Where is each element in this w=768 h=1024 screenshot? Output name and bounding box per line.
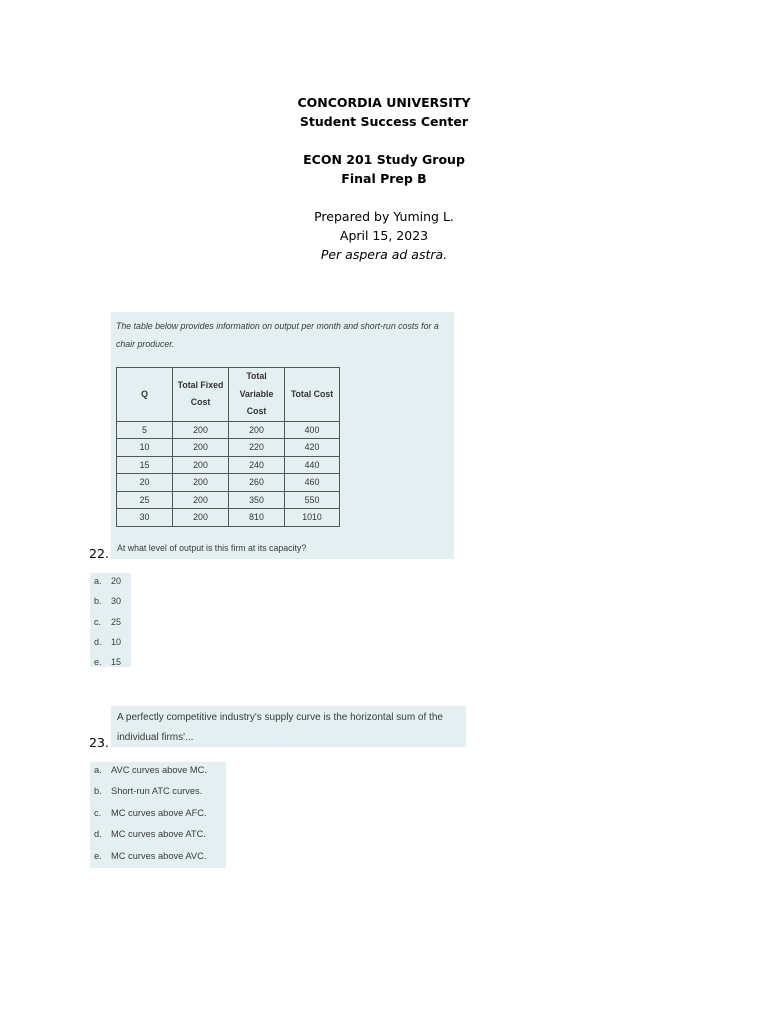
table-cell: 220 (229, 439, 285, 457)
option-letter: d. (94, 636, 102, 647)
table-body (117, 421, 340, 526)
table-cell: 200 (173, 421, 229, 439)
table-cell: 200 (173, 474, 229, 492)
table-cell: 460 (285, 474, 340, 492)
option-text: AVC curves above MC. (111, 765, 207, 775)
table-row (117, 474, 340, 492)
answer-option[interactable] (94, 829, 206, 839)
answer-option[interactable] (94, 596, 121, 606)
table-cell: 30 (117, 509, 173, 527)
document-date: April 15, 2023 (339, 228, 429, 243)
question-23-panel (111, 706, 466, 747)
option-text: MC curves above AVC. (111, 850, 207, 861)
option-letter: d. (94, 829, 102, 840)
course-name: ECON 201 Study Group (303, 152, 465, 167)
table-cell: 200 (229, 421, 285, 439)
question-23-text: A perfectly competitive industry's supply curve is the horizontal sum of the individual firms'... (117, 712, 443, 743)
option-letter: b. (94, 596, 102, 607)
column-header-q: Q (117, 368, 173, 422)
table-row (117, 439, 340, 457)
table-cell: 550 (285, 491, 340, 509)
option-text: 20 (111, 576, 122, 586)
question-23-options (90, 762, 226, 868)
option-letter: c. (94, 807, 102, 818)
answer-option[interactable] (94, 786, 202, 796)
table-cell: 5 (117, 421, 173, 439)
option-text: MC curves above AFC. (111, 807, 207, 818)
question-22-intro: The table below provides information on output per month and short-run costs for a chair producer. (116, 321, 439, 349)
prepared-by: Prepared by Yuming L. (314, 209, 454, 224)
question-23-number: 23. (89, 735, 109, 750)
table-cell: 400 (285, 421, 340, 439)
table-cell: 350 (229, 491, 285, 509)
table-cell: 200 (173, 456, 229, 474)
university-name: CONCORDIA UNIVERSITY (297, 95, 471, 110)
table-cell: 20 (117, 474, 173, 492)
table-row (117, 456, 340, 474)
table-cell: 15 (117, 456, 173, 474)
table-cell: 240 (229, 456, 285, 474)
column-header-total-cost: Total Cost (285, 368, 340, 422)
answer-option[interactable] (94, 765, 207, 775)
option-letter: c. (94, 616, 102, 627)
question-22-number: 22. (89, 546, 109, 561)
cost-table (116, 367, 340, 527)
table-cell: 260 (229, 474, 285, 492)
table-row (117, 491, 340, 509)
option-text: Short-run ATC curves. (111, 786, 203, 797)
table-row (117, 509, 340, 527)
answer-option[interactable] (94, 851, 206, 861)
table-header-row (117, 368, 340, 422)
column-header-total-variable-cost: Total Variable Cost (229, 368, 285, 422)
question-22-panel (111, 312, 454, 559)
question-22-text: At what level of output is this firm at its capacity? (117, 543, 307, 553)
motto: Per aspera ad astra. (320, 247, 448, 262)
question-22-options (90, 573, 131, 667)
table-cell: 200 (173, 509, 229, 527)
answer-option[interactable] (94, 808, 207, 818)
table-cell: 440 (285, 456, 340, 474)
table-cell: 420 (285, 439, 340, 457)
option-text: 10 (111, 636, 122, 647)
table-cell: 10 (117, 439, 173, 457)
answer-option[interactable] (94, 637, 121, 647)
option-letter: e. (94, 657, 102, 668)
option-text: MC curves above ATC. (111, 829, 206, 840)
answer-option[interactable] (94, 657, 121, 667)
document-header (0, 93, 768, 264)
table-cell: 25 (117, 491, 173, 509)
column-header-total-fixed-cost: Total Fixed Cost (173, 368, 229, 422)
option-text: 25 (111, 616, 122, 627)
option-letter: a. (94, 576, 102, 586)
answer-option[interactable] (94, 576, 121, 586)
option-letter: b. (94, 786, 102, 797)
table-cell: 810 (229, 509, 285, 527)
answer-option[interactable] (94, 617, 121, 627)
option-text: 15 (111, 657, 122, 668)
table-cell: 1010 (285, 509, 340, 527)
document-title: Final Prep B (341, 171, 427, 186)
option-letter: e. (94, 850, 102, 861)
option-text: 30 (111, 596, 122, 607)
option-letter: a. (94, 765, 102, 775)
table-cell: 200 (173, 439, 229, 457)
center-name: Student Success Center (299, 114, 469, 129)
table-cell: 200 (173, 491, 229, 509)
table-row (117, 421, 340, 439)
